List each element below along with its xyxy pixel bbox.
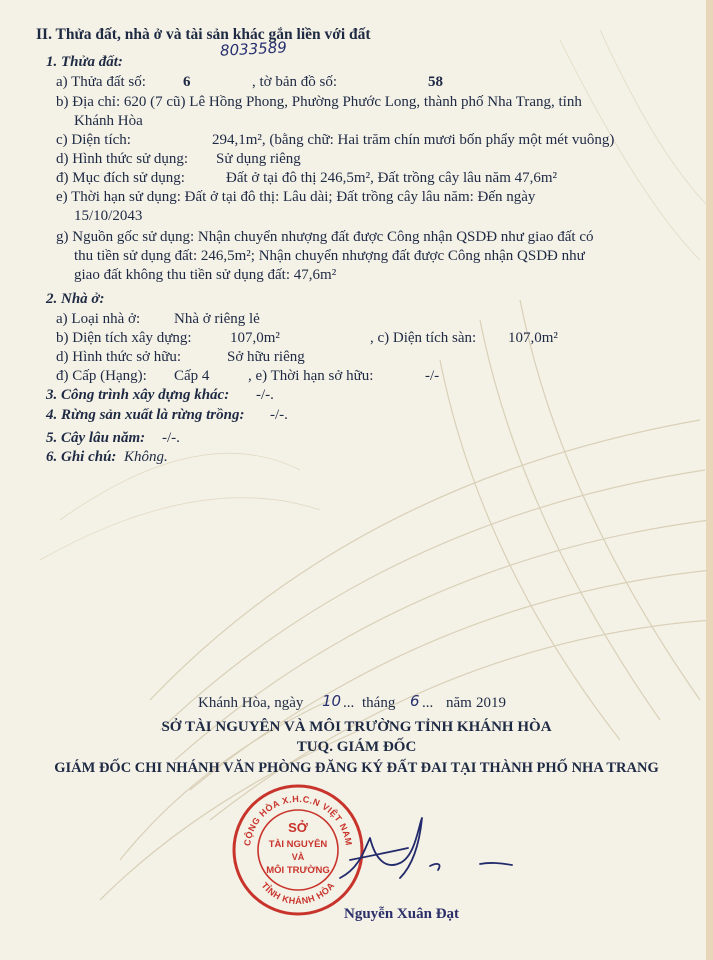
notes-value: Không.: [124, 449, 168, 465]
area-value: 294,1m², (bằng chữ: Hai trăm chín mươi bốn phẩy một mét vuông): [212, 132, 615, 148]
use-term-line-1: e) Thời hạn sử dụng: Đất ở tại đô thị: Lâu dài; Đất trồng cây lâu năm: Đến ngày: [56, 189, 536, 205]
signing-dots-day: ...: [343, 695, 355, 711]
land-heading: 1. Thửa đất:: [46, 54, 123, 70]
section-title: II. Thửa đất, nhà ở và tài sản khác gắn liền với đất: [36, 26, 371, 43]
on-behalf-title: TUQ. GIÁM ĐỐC: [296, 739, 417, 755]
seal-center-line-4: MÔI TRƯỜNG: [266, 865, 330, 876]
use-purpose-label: đ) Mục đích sử dụng:: [56, 170, 185, 186]
house-grade-label: đ) Cấp (Hạng):: [56, 368, 147, 384]
seal-bottom-text: TỈNH KHÁNH HÒA: [259, 880, 337, 907]
other-works-label: 3. Công trình xây dựng khác:: [46, 387, 230, 403]
signing-year: 2019: [476, 695, 506, 711]
ownership-term-label: , e) Thời hạn sở hữu:: [248, 368, 374, 384]
floor-area-value: 107,0m²: [508, 330, 558, 346]
address-line-2: Khánh Hòa: [74, 113, 143, 129]
seal-ring-text: CỘNG HÒA X.H.C.N VIỆT NAM: [242, 793, 354, 847]
signing-month-label: tháng: [362, 695, 396, 711]
address-line-1: b) Địa chỉ: 620 (7 cũ) Lê Hồng Phong, Phường Phước Long, thành phố Nha Trang, tỉnh: [56, 94, 582, 110]
handwritten-signature: [330, 808, 520, 898]
ownership-form-value: Sở hữu riêng: [227, 349, 305, 365]
ownership-term-value: -/-: [425, 368, 440, 384]
ownership-form-label: d) Hình thức sở hữu:: [56, 349, 182, 365]
signing-day: 10: [322, 692, 342, 710]
house-type-value: Nhà ở riêng lẻ: [174, 311, 260, 327]
planted-forest-label: 4. Rừng sản xuất là rừng trồng:: [46, 407, 245, 423]
use-purpose-value: Đất ở tại đô thị 246,5m², Đất trồng cây lâu năm 47,6m²: [226, 170, 558, 186]
perennial-trees-value: -/-.: [162, 430, 180, 446]
house-type-label: a) Loại nhà ở:: [56, 311, 141, 327]
map-sheet-number: 58: [428, 74, 443, 90]
area-label: c) Diện tích:: [56, 132, 131, 148]
origin-line-2: thu tiền sử dụng đất: 246,5m²; Nhận chuyển nhượng đất được Công nhận QSDĐ như: [74, 248, 585, 264]
signing-year-label: năm: [446, 695, 472, 711]
planted-forest-value: -/-.: [270, 407, 288, 423]
origin-line-3: giao đất không thu tiền sử dụng đất: 47,6m²: [74, 267, 337, 283]
seal-center-line-1: SỞ: [288, 820, 308, 835]
built-area-label: b) Diện tích xây dựng:: [56, 330, 192, 346]
floor-area-label: , c) Diện tích sàn:: [370, 330, 477, 346]
house-grade-value: Cấp 4: [174, 368, 210, 384]
origin-line-1: g) Nguồn gốc sử dụng: Nhận chuyển nhượng đất được Công nhận QSDĐ như giao đất có: [56, 229, 594, 245]
land-parcel-number: 6: [183, 74, 191, 90]
paper-edge: [706, 0, 713, 960]
svg-text:TỈNH KHÁNH HÒA: [259, 880, 336, 906]
perennial-trees-label: 5. Cây lâu năm:: [46, 430, 146, 446]
notes-label: 6. Ghi chú:: [46, 449, 117, 465]
land-parcel-label: a) Thửa đất số:: [56, 74, 146, 90]
seal-center-line-3: VÀ: [291, 852, 305, 862]
use-form-label: d) Hình thức sử dụng:: [56, 151, 189, 167]
house-heading: 2. Nhà ở:: [46, 291, 105, 307]
signing-dots-month: ...: [422, 695, 434, 711]
issuing-authority: SỞ TÀI NGUYÊN VÀ MÔI TRƯỜNG TỈNH KHÁNH HÒA: [161, 719, 552, 735]
seal-center-line-2: TÀI NGUYÊN: [268, 839, 328, 850]
use-form-value: Sử dụng riêng: [216, 151, 301, 167]
use-term-line-2: 15/10/2043: [74, 208, 143, 224]
map-sheet-label: , tờ bản đồ số:: [252, 74, 338, 90]
handwritten-code: 8033589: [219, 38, 288, 60]
built-area-value: 107,0m²: [230, 330, 280, 346]
signing-month: 6: [410, 692, 420, 710]
other-works-value: -/-.: [256, 387, 274, 403]
signing-place: Khánh Hòa, ngày: [198, 695, 304, 711]
signer-name: Nguyễn Xuân Đạt: [344, 906, 460, 922]
signer-position: GIÁM ĐỐC CHI NHÁNH VĂN PHÒNG ĐĂNG KÝ ĐẤT ĐAI TẠI THÀNH PHỐ NHA TRANG: [54, 760, 659, 776]
